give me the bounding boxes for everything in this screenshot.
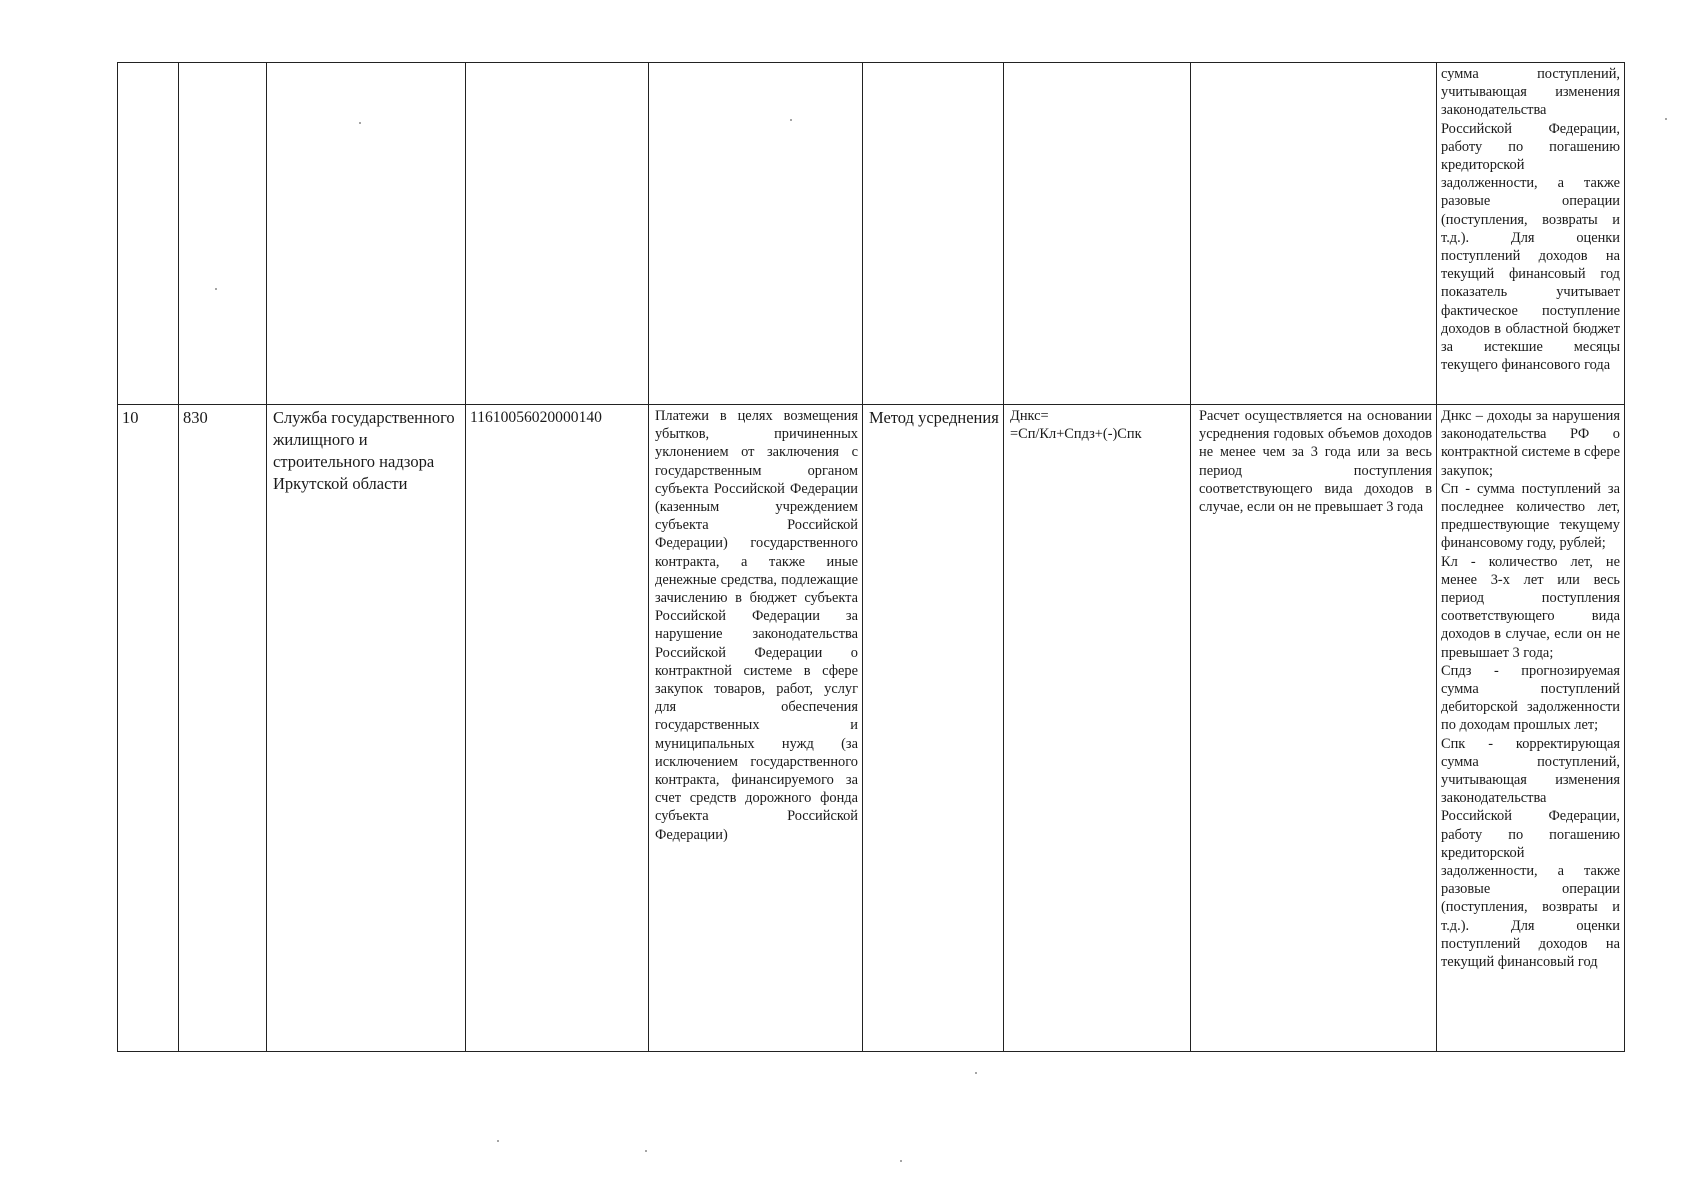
cell-indicators-continuation [1437, 63, 1625, 405]
scan-speck [900, 1160, 902, 1162]
table-row-continuation [118, 63, 1625, 405]
scan-speck [975, 1072, 977, 1074]
indicator-spk: Спк - корректирующая сумма поступлений, учитывающая изменения законодательства Российской Федерации, работу по погашению кредиторской задолженности, а также разовые операции (поступления, возвраты и т.д.). Для оценки поступлений доходов на текущий финансовый год [1441, 735, 1620, 971]
formula-line-2: =Сп/Кл+Спдз+(-)Спк [1010, 426, 1142, 443]
indicators-description [1437, 405, 1625, 1052]
calculation-method: Метод усреднения [863, 405, 1004, 1052]
indicator-dnks: Днкс – доходы за нарушения законодательства РФ о контрактной системе в сфере закупок; [1441, 408, 1620, 479]
scan-speck [497, 1140, 499, 1142]
cell-algorithm-empty [1191, 63, 1437, 405]
table-row-10 [118, 405, 1625, 1052]
scan-speck [790, 119, 792, 121]
indicator-sp: Сп - сумма поступлений за последнее количество лет, предшествующие текущему финансовому году, рублей; [1441, 480, 1620, 552]
revenue-forecast-table [117, 62, 1625, 1052]
revenue-name: Платежи в целях возмещения убытков, причиненных уклонением от заключения с государственным органом субъекта Российской Федерации (казенным учреждением субъекта Российской Федерации) государственного контракта, а также иные денежные средства, подлежащие зачислению в бюджет субъекта Российской Федерации за нарушение законодательства Российской Федерации о контрактной системе в сфере закупок товаров, работ, услуг для обеспечения государственных и муниципальных нужд (за исключением государственного контракта, финансируемого за счет средств дорожного фонда субъекта Российской Федерации) [649, 405, 863, 1052]
cell-formula-empty [1004, 63, 1191, 405]
scan-speck [359, 122, 361, 124]
admin-code: 830 [179, 405, 267, 1052]
administrator-name: Служба государственного жилищного и строительного надзора Иркутской области [267, 405, 466, 1052]
scan-speck [1665, 118, 1667, 120]
cell-method-empty [863, 63, 1004, 405]
indicator-kl: Кл - количество лет, не менее 3-х лет или весь период поступления соответствующего вида доходов в случае, если он не превышает 3 года; [1441, 553, 1620, 661]
cell-kbk-empty [466, 63, 649, 405]
scan-speck [215, 288, 217, 290]
row-number: 10 [118, 405, 179, 1052]
indicator-spdz: Спдз - прогнозируемая сумма поступлений дебиторской задолженности по доходам прошлых лет; [1441, 662, 1620, 734]
scan-speck [645, 1150, 647, 1152]
formula-line-1: Днкс= [1010, 408, 1049, 424]
cell-administrator-empty [267, 63, 466, 405]
calculation-algorithm: Расчет осуществляется на основании усреднения годовых объемов доходов не менее чем за 3 года или за весь период поступления соответствующего вида доходов в случае, если он не превышает 3 года [1191, 405, 1437, 1052]
cell-number-empty [118, 63, 179, 405]
cell-revenue-name-empty [649, 63, 863, 405]
calculation-formula [1004, 405, 1191, 1052]
indicators-continuation-text: сумма поступлений, учитывающая изменения законодательства Российской Федерации, работу по погашению кредиторской задолженности, а также разовые операции (поступления, возвраты и т.д.). Для оценки поступлений доходов на текущий финансовый год показатель учитывает фактическое поступление доходов в областной бюджет за истекшие месяцы текущего финансового года [1441, 66, 1620, 374]
cell-admin-code-empty [179, 63, 267, 405]
kbk-code: 11610056020000140 [466, 405, 649, 1052]
